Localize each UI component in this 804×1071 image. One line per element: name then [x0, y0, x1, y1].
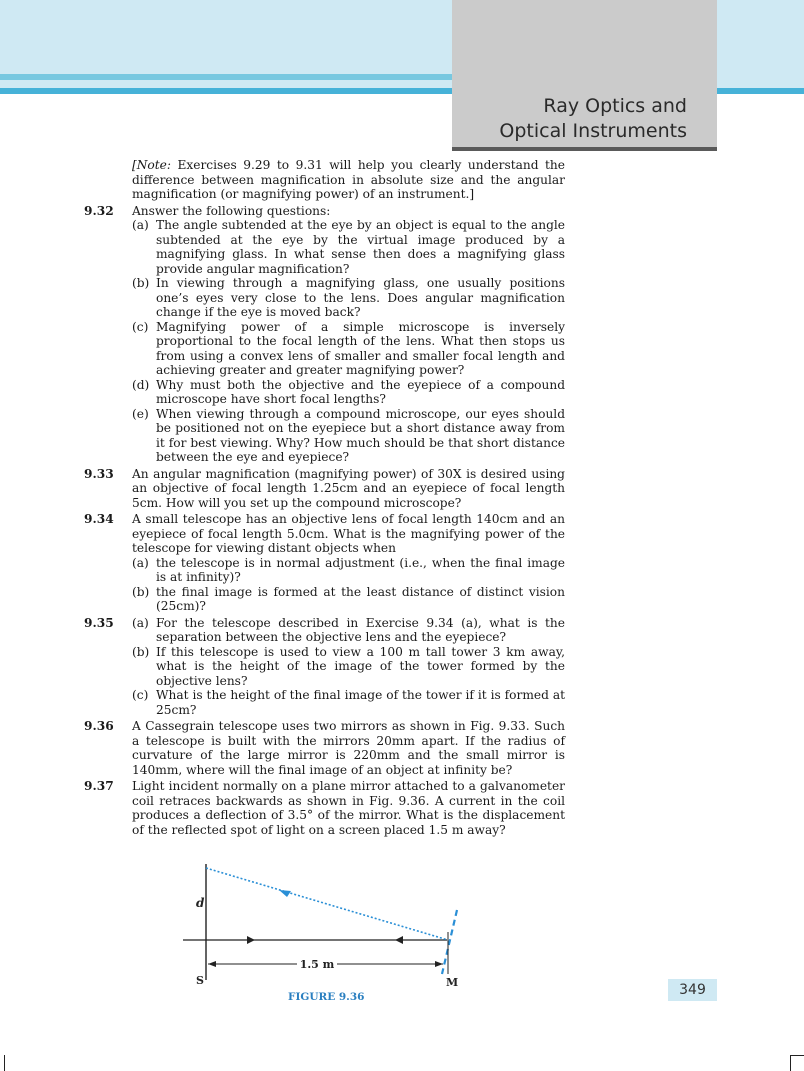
exercise-part-label: (b)	[132, 644, 150, 659]
exercise-item	[84, 204, 565, 465]
label-m: M	[446, 976, 459, 989]
exercise-part	[132, 688, 565, 717]
exercise-content	[84, 158, 565, 839]
note	[84, 158, 565, 202]
exercise-part	[132, 645, 565, 689]
crop-mark	[790, 1055, 791, 1071]
exercise-part-text: The angle subtended at the eye by an object is equal to the angle subtended at the eye by the virtual image produced by a magnifying glass. In what sense then does a magnifying glass provide angular magnification?	[156, 218, 565, 276]
exercise-part-text: Magnifying power of a simple microscope is inversely proportional to the focal length of the lens. What then stops us from using a convex lens of smaller and smaller focal length and achieving greater and greater magnifying power?	[156, 319, 565, 377]
note-text: Exercises 9.29 to 9.31 will help you clearly understand the difference between magnification in absolute size and the angular magnification (or magnifying power) of an instrument.]	[132, 158, 565, 201]
label-d: d	[196, 896, 205, 910]
exercise-part	[132, 585, 565, 614]
dimension-label: 1.5 m	[299, 958, 335, 971]
exercise-part-label: (b)	[132, 276, 150, 290]
crop-mark	[4, 1055, 5, 1071]
exercise-part-label: (b)	[132, 584, 150, 599]
exercise-number: 9.36	[84, 719, 114, 733]
dimension-arrow-left-icon	[208, 961, 216, 967]
exercise-part-label: (a)	[132, 218, 149, 232]
exercise-part	[132, 276, 565, 320]
exercise-part-text: When viewing through a compound microscope, our eyes should be positioned not on the eyepiece but a short distance away from it for best viewing. Why? How much should be that short distance between the eye and eyepiece?	[156, 406, 565, 464]
label-s: S	[196, 974, 204, 987]
exercise-part-label: (a)	[132, 555, 149, 570]
exercise-list	[84, 204, 565, 838]
exercise-part	[132, 378, 565, 407]
exercise-part	[132, 556, 565, 585]
chapter-title	[499, 94, 687, 144]
exercise-item	[84, 467, 565, 511]
exercise-part-text: Why must both the objective and the eyepiece of a compound microscope have short focal lengths?	[156, 377, 565, 406]
figure-9-36-diagram	[175, 862, 475, 1007]
exercise-item	[84, 616, 565, 718]
exercise-number: 9.32	[84, 203, 114, 218]
exercise-part-text: For the telescope described in Exercise 9.34 (a), what is the separation between the objective lens and the eyepiece?	[156, 615, 565, 644]
exercise-number: 9.37	[84, 779, 114, 793]
exercise-part-label: (c)	[132, 688, 149, 702]
arrow-left-icon	[395, 936, 403, 944]
exercise-part	[132, 616, 565, 645]
chapter-title-line2: Optical Instruments	[499, 120, 687, 142]
exercise-part-label: (d)	[132, 377, 150, 392]
exercise-number: 9.34	[84, 512, 114, 526]
header-stripe	[0, 74, 460, 80]
arrow-right-icon	[247, 936, 255, 944]
exercise-number: 9.33	[84, 466, 114, 481]
mirror-line	[442, 910, 457, 974]
exercise-number: 9.35	[84, 615, 114, 630]
reflected-ray	[206, 868, 448, 940]
exercise-part-label: (c)	[132, 319, 149, 334]
exercise-item	[84, 719, 565, 777]
exercise-text: Light incident normally on a plane mirror attached to a galvanometer coil retraces backwards as shown in Fig. 9.36. A current in the coil produces a deflection of 3.5° of the mirror. What is the displacement of the reflected spot of light on a screen placed 1.5 m away?	[132, 779, 565, 837]
exercise-part-label: (a)	[132, 615, 149, 630]
exercise-text: A small telescope has an objective lens of focal length 140cm and an eyepiece of focal length 5.0cm. What is the magnifying power of the telescope for viewing distant objects when	[132, 512, 565, 555]
figure-caption: FIGURE 9.36	[288, 991, 365, 1003]
exercise-text: An angular magnification (magnifying power) of 30X is desired using an objective of focal length 1.25cm and an eyepiece of focal length 5cm. How will you set up the compound microscope?	[132, 466, 565, 510]
exercise-part-text: the telescope is in normal adjustment (i.e., when the final image is at infinity)?	[156, 555, 565, 584]
exercise-part-text: In viewing through a magnifying glass, one usually positions one’s eyes very close to the lens. Does angular magnification change if the eye is moved back?	[156, 276, 565, 319]
page-number: 349	[668, 979, 717, 1001]
exercise-item	[84, 779, 565, 837]
exercise-part	[132, 218, 565, 276]
exercise-part-text: What is the height of the final image of the tower if it is formed at 25cm?	[156, 688, 565, 717]
chapter-title-box	[452, 0, 717, 151]
exercise-item	[84, 512, 565, 614]
exercise-part	[132, 320, 565, 378]
exercise-part-text: the final image is formed at the least distance of distinct vision (25cm)?	[156, 584, 565, 613]
exercise-part-label: (e)	[132, 406, 149, 421]
exercise-part	[132, 407, 565, 465]
note-label: [Note:	[132, 158, 171, 172]
dimension-arrow-right-icon	[435, 961, 443, 967]
reflected-ray-arrow-icon	[279, 890, 291, 897]
exercise-text: Answer the following questions:	[132, 203, 331, 218]
crop-mark	[790, 1055, 804, 1056]
exercise-part-text: If this telescope is used to view a 100 m tall tower 3 km away, what is the height of the image of the tower formed by the objective lens?	[156, 644, 565, 688]
chapter-title-line1: Ray Optics and	[543, 95, 687, 117]
exercise-text: A Cassegrain telescope uses two mirrors as shown in Fig. 9.33. Such a telescope is built with the mirrors 20mm apart. If the radius of curvature of the large mirror is 220mm and the small mirror is 140mm, where will the final image of an object at infinity be?	[132, 719, 565, 777]
